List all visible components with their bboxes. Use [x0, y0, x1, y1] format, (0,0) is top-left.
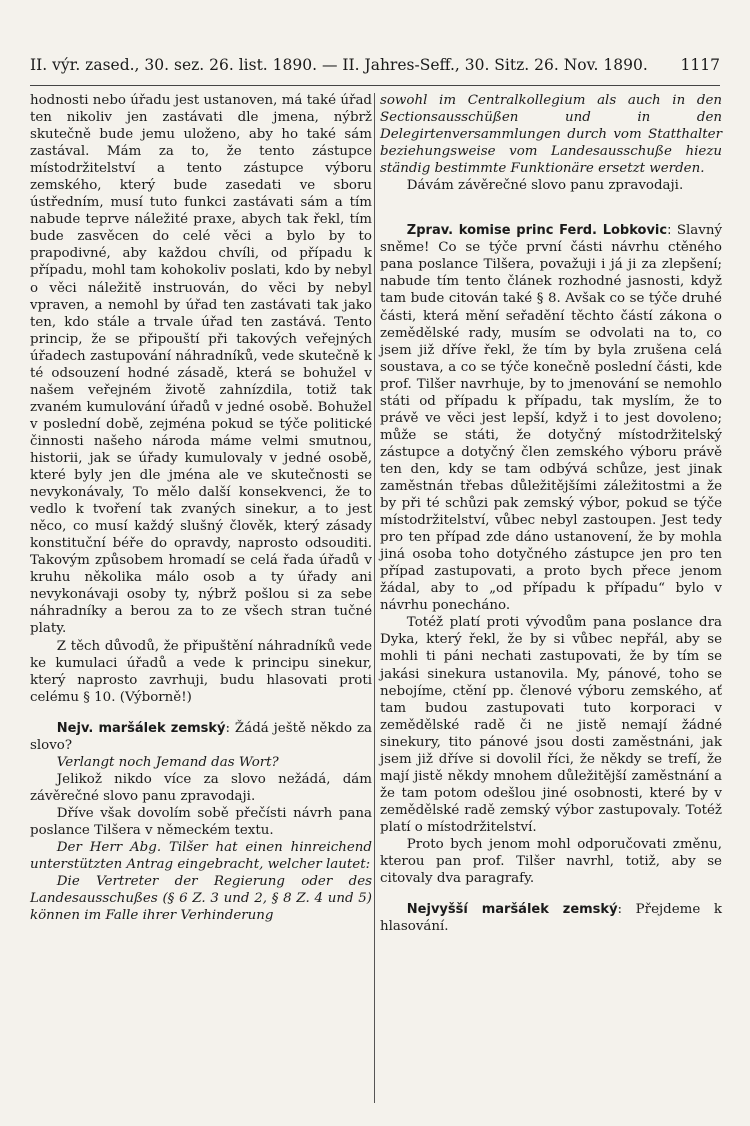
- paragraph: hodnosti nebo úřadu jest ustanoven, má také úřad ten nikoliv jen zastávati dle jmena, nýbrž skutečně bude jemu uloženo, aby ho také sám zastával. Mám za to, že tento zástupce místodržitelství a tento zástupce výboru zemského, který bude zasedati ve sboru ústředním, musí tuto funkci zastávati sám a tím nabude teprve náležité praxe, abych tak řekl, tím bude zasvěcen do celé věci a bylo by to prapodivné, aby každou chvíli, od případu k případu, mohl tam kohokoliv poslati, kdo by nebyl o věci náležitě instruován, do věci by nebyl vpraven, a nemohl by úřad ten zastávati tak jako ten, kdo stále a trvale úřad ten zastává. Tento princip, že se připouští při takových veřejných úřadech zastupování náhradníků, vede skutečně k té odsouzení hodné zásadě, která se bohužel v našem veřejném životě zahnízdila, totiž tak zvaném kumulování úřadů v jedné osobě. Bohužel v poslední době, zejména pokud se týče politické činnosti našeho národa máme velmi smutnou, historii, jak se úřady kumulovaly v jedné osobě, které byly jen dle jména ale ve skutečnosti se nevykonávaly, To mělo další konsekvenci, že to vedlo k tvoření tak zvaných sinekur, a to jest něco, co musí každý slušný člověk, který zásady konstituční béře do opravdy, naprosto odsouditi. Takovým způsobem hromadí se celá řada úřadů v kruhu několika málo osob a ty úřady ani nevykonávaji osoby ty, nýbrž pošlou si za sebe náhradníky a berou za to ze všech stran tučné platy.: [30, 93, 372, 637]
- german-quote-continued: sowohl im Centralkollegium als auch in den Sectionsausschüßen und in den Delegirtenversammlungen durch vom Statthalter beziehungsweise vom Landesausschuße hiezu ständig bestimmte Funktionäre ersetzt werden.: [380, 93, 722, 177]
- speaker-name: Nejv. maršálek zemský: [56, 720, 226, 736]
- page-number: 1117: [680, 56, 720, 74]
- speaker-text: : Žádá ještě někdo za slovo?: [30, 720, 372, 753]
- paragraph: Z těch důvodů, že připuštění náhradníků vede ke kumulaci úřadů a vede k principu sinekur, který naprosto zavrhuji, budu hlasovati proti celému § 10. (Výborně!): [30, 638, 372, 705]
- header-rule: [30, 85, 720, 86]
- column-divider: [374, 93, 375, 1103]
- german-quote: Die Vertreter der Regierung oder des Landesausschußes (§ 6 Z. 3 und 2, § 8 Z. 4 und 5) können im Falle ihrer Verhinderung: [30, 874, 372, 924]
- speaker-line: [380, 901, 722, 935]
- german-paragraph: Der Herr Abg. Tilšer hat einen hinreichend unterstützten Antrag eingebracht, welcher lautet:: [30, 840, 372, 873]
- paragraph: Totéž platí proti vývodům pana poslance dra Dyka, který řekl, že by si vůbec nepřál, aby se mohli ti páni nechati zastupovati, že by tím se jakási sinekura ustanovila. My, pánové, toho se nebojíme, ctění pp. členové výboru zemského, ať tam budou zastupovati tuto korporaci v zemědělské radě či ne jistě nemají žádné sinekury, tito pánové jsou dosti zaměstnáni, jak jsem již dříve si dovolil říci, že někdy se trefí, že mají jistě někdy mnohem důležitější zaměstnání a že tam potom odešlou jiné osobnosti, které by v zemědělské radě zemský výbor zastupovaly. Totéž platí o místodržitelství.: [380, 615, 722, 835]
- speaker-line: Zprav. komise princ Ferd. Lobkovic: Slavný sněme! Co se týče první části návrhu ctěného pana poslance Tilšera, považuji i já ji za zlepšení; nabude tím tento článek rozhodné jasnosti, když tam bude citován také § 8. Avšak co se týče druhé části, která mění seřadění těchto částí zákona o zemědělské rady, musím se odvolati na to, co jsem již dříve řekl, že tím by byla zrušena celá soustava, a co se týče konečně poslední části, kde prof. Tilšer navrhuje, by to jmenování se nemohlo státi od případu k případu, tak myslím, že to právě ve věci jest lepší, když i to jest dovoleno; může se státi, že dotyčný místodržitelský zástupce a dotyčný člen zemského výboru právě ten den, kdy se tam odbývá schůze, jest jinak zaměstnán třebas důležitějšími záležitostmi a že by při té schůzi pak zemský výbor, pokud se týče místodržitelství, vůbec nebyl zastoupen. Jest tedy pro ten případ zde dáno ustanovení, že by mohla jiná osoba toho dotyčného zástupce jen pro ten případ zastupovati, a proto bych přece jenom žádal, aby to „od případu k případu“ bylo v návrhu ponecháno.: [380, 223, 723, 614]
- paragraph: Proto bych jenom mohl odporučovati změnu, kterou pan prof. Tilšer navrhl, totiž, aby se citovaly dva paragrafy.: [380, 836, 722, 887]
- speaker-text: Slavný sněme! Co se týče první části návrhu ctěného pana poslance Tilšera, považuji i já ji za zlepšení; nabude tím tento článek rozhodné jasnosti, když tam bude citován také § 8. Avšak co se týče druhé části, která mění seřadění těchto částí zákona o zemědělské rady, musím se odvolati na to, co jsem již dříve řekl, že tím by byla zrušena celá soustava, a co se týče konečně poslední části, kde prof. Tilšer navrhuje, by to jmenování se nemohlo státi od případu k případu, tak myslím, že to právě ve věci jest lepší, když i to jest dovoleno; může se státi, že dotyčný místodržitelský zástupce a dotyčný člen zemského výboru právě ten den, kdy se tam odbývá schůze, jest jinak zaměstnán třebas důležitějšími záležitostmi a že by při té schůzi pak zemský výbor, pokud se týče místodržitelství, vůbec nebyl zastoupen. Jest tedy pro ten případ zde dáno ustanovení, že by mohla jiná osoba toho dotyčného zástupce jen pro ten případ zastupovati, a proto bych přece jenom žádal, aby to „od případu k případu“ bylo v návrhu ponecháno.: [380, 223, 723, 614]
- speaker-name: Zprav. komise princ Ferd. Lobkovic: [406, 223, 668, 239]
- paragraph: Dříve však dovolím sobě přečísti návrh pana poslance Tilšera v německém textu.: [30, 805, 372, 838]
- paragraph: Dávám závěrečné slovo panu zpravodaji.: [406, 178, 684, 194]
- speaker-name: Nejvyšší maršálek zemský: [406, 902, 618, 918]
- left-column: [30, 92, 372, 924]
- speaker-text: : Přejdeme k hlasování.: [380, 902, 723, 935]
- german-paragraph: Verlangt noch Jemand das Wort?: [56, 754, 279, 770]
- running-header: [30, 56, 720, 80]
- speaker-line: [30, 720, 372, 754]
- running-title: II. výr. zased., 30. sez. 26. list. 1890. — II. Jahres-Seff., 30. Sitz. 26. Nov. 1890.: [30, 56, 648, 74]
- right-column: [380, 92, 722, 935]
- paragraph: Jelikož nikdo více za slovo nežádá, dám závěrečné slovo panu zpravodaji.: [30, 771, 372, 804]
